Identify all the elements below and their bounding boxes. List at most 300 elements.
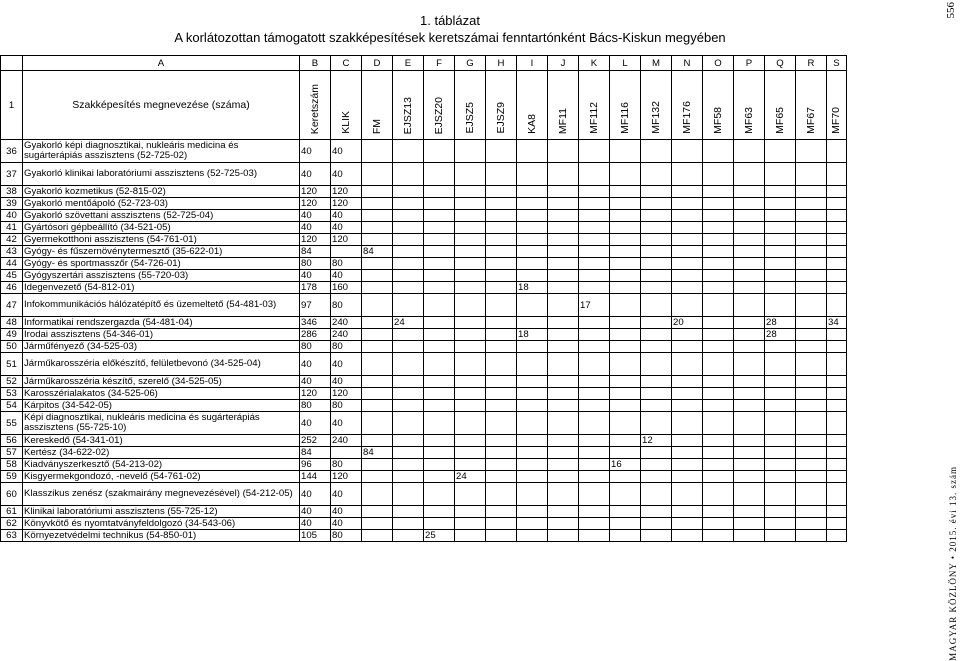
provider-quota-cell <box>517 400 548 412</box>
qualification-name: Infokommunikációs hálózatépítő és üzemeltető (54-481-03) <box>23 294 300 317</box>
provider-quota-cell <box>827 270 847 282</box>
provider-quota-cell <box>610 317 641 329</box>
quota-total-cell: 40 <box>300 518 331 530</box>
provider-quota-cell: 40 <box>331 210 362 222</box>
column-letter-row <box>1 56 847 71</box>
provider-quota-cell <box>672 234 703 246</box>
provider-quota-cell <box>393 258 424 270</box>
provider-quota-cell <box>455 163 486 186</box>
quota-total-cell: 252 <box>300 435 331 447</box>
provider-quota-cell <box>765 506 796 518</box>
provider-quota-cell <box>734 400 765 412</box>
provider-quota-cell <box>796 198 827 210</box>
provider-quota-cell <box>486 376 517 388</box>
provider-quota-cell <box>765 234 796 246</box>
table-row <box>1 447 847 459</box>
provider-quota-cell <box>765 210 796 222</box>
provider-quota-cell <box>641 222 672 234</box>
row-number: 59 <box>1 471 23 483</box>
provider-quota-cell <box>765 435 796 447</box>
provider-quota-cell <box>548 483 579 506</box>
qualification-name: Gyógy- és fűszernövénytermesztő (35-622-01) <box>23 246 300 258</box>
provider-quota-cell <box>424 459 455 471</box>
provider-quota-cell <box>641 246 672 258</box>
provider-quota-cell <box>393 186 424 198</box>
qualification-name: Gyermekotthoni asszisztens (54-761-01) <box>23 234 300 246</box>
provider-quota-cell <box>672 210 703 222</box>
column-header-label: EJSZ9 <box>494 102 507 134</box>
provider-quota-cell <box>827 530 847 542</box>
provider-quota-cell <box>455 294 486 317</box>
header-name: Szakképesítés megnevezése (száma) <box>23 71 300 140</box>
provider-quota-cell <box>610 234 641 246</box>
provider-quota-cell <box>455 341 486 353</box>
provider-quota-cell <box>734 198 765 210</box>
provider-quota-cell <box>672 459 703 471</box>
provider-quota-cell <box>672 163 703 186</box>
provider-quota-cell <box>641 270 672 282</box>
header-row-number: 1 <box>1 71 23 140</box>
provider-quota-cell <box>486 412 517 435</box>
provider-quota-cell <box>734 353 765 376</box>
provider-quota-cell: 25 <box>424 530 455 542</box>
provider-quota-cell <box>672 329 703 341</box>
provider-quota-cell <box>393 210 424 222</box>
provider-quota-cell <box>393 530 424 542</box>
provider-quota-cell <box>424 198 455 210</box>
provider-quota-cell <box>703 459 734 471</box>
quota-total-cell: 84 <box>300 447 331 459</box>
provider-quota-cell <box>517 317 548 329</box>
provider-quota-cell <box>765 530 796 542</box>
row-number: 41 <box>1 222 23 234</box>
column-header <box>486 71 517 140</box>
provider-quota-cell <box>796 317 827 329</box>
provider-quota-cell <box>610 222 641 234</box>
provider-quota-cell: 24 <box>455 471 486 483</box>
provider-quota-cell <box>734 294 765 317</box>
provider-quota-cell <box>827 222 847 234</box>
provider-quota-cell <box>672 353 703 376</box>
qualification-name: Gyakorló képi diagnosztikai, nukleáris medicina és sugárterápiás asszisztens (52-725-02) <box>23 140 300 163</box>
provider-quota-cell <box>393 246 424 258</box>
provider-quota-cell <box>827 198 847 210</box>
provider-quota-cell <box>424 447 455 459</box>
provider-quota-cell <box>393 140 424 163</box>
provider-quota-cell <box>517 140 548 163</box>
provider-quota-cell <box>362 258 393 270</box>
provider-quota-cell <box>393 353 424 376</box>
provider-quota-cell <box>610 282 641 294</box>
provider-quota-cell <box>517 210 548 222</box>
provider-quota-cell <box>486 518 517 530</box>
column-letter: J <box>548 56 579 71</box>
provider-quota-cell <box>424 163 455 186</box>
provider-quota-cell <box>486 210 517 222</box>
provider-quota-cell <box>362 459 393 471</box>
table-row <box>1 471 847 483</box>
provider-quota-cell <box>517 388 548 400</box>
provider-quota-cell <box>610 400 641 412</box>
provider-quota-cell: 84 <box>362 246 393 258</box>
provider-quota-cell <box>672 388 703 400</box>
provider-quota-cell <box>393 435 424 447</box>
provider-quota-cell <box>641 198 672 210</box>
provider-quota-cell <box>486 530 517 542</box>
provider-quota-cell <box>672 186 703 198</box>
column-header <box>765 71 796 140</box>
provider-quota-cell <box>641 210 672 222</box>
provider-quota-cell <box>424 140 455 163</box>
qualification-name: Járműkarosszéria előkészítő, felületbevonó (34-525-04) <box>23 353 300 376</box>
qualification-name: Kereskedő (54-341-01) <box>23 435 300 447</box>
provider-quota-cell <box>362 282 393 294</box>
provider-quota-cell <box>486 388 517 400</box>
provider-quota-cell <box>393 341 424 353</box>
table-number: 1. táblázat <box>420 13 480 28</box>
provider-quota-cell <box>641 376 672 388</box>
row-number: 42 <box>1 234 23 246</box>
provider-quota-cell <box>641 341 672 353</box>
table-row <box>1 530 847 542</box>
provider-quota-cell <box>827 353 847 376</box>
provider-quota-cell <box>827 246 847 258</box>
provider-quota-cell <box>703 506 734 518</box>
provider-quota-cell <box>672 246 703 258</box>
provider-quota-cell: 120 <box>331 388 362 400</box>
provider-quota-cell <box>765 471 796 483</box>
qualification-name: Könyvkötő és nyomtatványfeldolgozó (34-543-06) <box>23 518 300 530</box>
provider-quota-cell <box>703 246 734 258</box>
provider-quota-cell: 40 <box>331 506 362 518</box>
quota-total-cell: 40 <box>300 412 331 435</box>
provider-quota-cell <box>703 270 734 282</box>
column-header-label: FM <box>370 118 383 134</box>
provider-quota-cell <box>486 163 517 186</box>
qualification-name: Irodai asszisztens (54-346-01) <box>23 329 300 341</box>
column-header-label: MF65 <box>773 107 786 134</box>
column-header-label: MF132 <box>649 101 662 134</box>
provider-quota-cell <box>641 234 672 246</box>
provider-quota-cell <box>579 435 610 447</box>
provider-quota-cell <box>796 282 827 294</box>
provider-quota-cell <box>362 317 393 329</box>
provider-quota-cell <box>393 234 424 246</box>
provider-quota-cell <box>734 518 765 530</box>
provider-quota-cell <box>548 317 579 329</box>
provider-quota-cell <box>331 246 362 258</box>
provider-quota-cell <box>579 329 610 341</box>
provider-quota-cell <box>517 341 548 353</box>
provider-quota-cell <box>393 198 424 210</box>
provider-quota-cell: 20 <box>672 317 703 329</box>
provider-quota-cell <box>455 376 486 388</box>
provider-quota-cell <box>703 376 734 388</box>
provider-quota-cell <box>641 294 672 317</box>
provider-quota-cell <box>734 447 765 459</box>
provider-quota-cell <box>579 186 610 198</box>
provider-quota-cell <box>641 388 672 400</box>
provider-quota-cell <box>486 270 517 282</box>
column-header-label: MF70 <box>830 107 842 134</box>
provider-quota-cell <box>765 163 796 186</box>
header-row <box>1 71 847 140</box>
provider-quota-cell: 17 <box>579 294 610 317</box>
provider-quota-cell <box>517 246 548 258</box>
table-row <box>1 329 847 341</box>
column-header-label: MF58 <box>711 107 724 134</box>
provider-quota-cell <box>362 435 393 447</box>
provider-quota-cell <box>579 341 610 353</box>
provider-quota-cell <box>455 246 486 258</box>
column-header-label: EJSZ13 <box>401 96 414 134</box>
provider-quota-cell <box>517 412 548 435</box>
provider-quota-cell <box>796 459 827 471</box>
provider-quota-cell <box>331 447 362 459</box>
provider-quota-cell <box>703 258 734 270</box>
provider-quota-cell <box>827 234 847 246</box>
column-letter: M <box>641 56 672 71</box>
provider-quota-cell: 40 <box>331 353 362 376</box>
provider-quota-cell <box>672 341 703 353</box>
provider-quota-cell <box>796 435 827 447</box>
column-header <box>579 71 610 140</box>
quota-total-cell: 40 <box>300 376 331 388</box>
provider-quota-cell <box>455 317 486 329</box>
provider-quota-cell: 18 <box>517 282 548 294</box>
provider-quota-cell <box>579 282 610 294</box>
column-letter: A <box>23 56 300 71</box>
provider-quota-cell <box>765 341 796 353</box>
provider-quota-cell <box>424 282 455 294</box>
provider-quota-cell <box>703 317 734 329</box>
provider-quota-cell <box>734 140 765 163</box>
provider-quota-cell <box>424 186 455 198</box>
provider-quota-cell <box>579 140 610 163</box>
provider-quota-cell <box>703 518 734 530</box>
column-header-label: MF176 <box>680 101 693 134</box>
provider-quota-cell <box>362 140 393 163</box>
column-letter: E <box>393 56 424 71</box>
provider-quota-cell <box>548 376 579 388</box>
provider-quota-cell <box>610 447 641 459</box>
provider-quota-cell <box>579 163 610 186</box>
provider-quota-cell <box>703 329 734 341</box>
provider-quota-cell <box>703 210 734 222</box>
corner-cell <box>1 56 23 71</box>
table-row <box>1 376 847 388</box>
provider-quota-cell <box>765 258 796 270</box>
provider-quota-cell <box>672 506 703 518</box>
provider-quota-cell <box>703 140 734 163</box>
provider-quota-cell <box>734 435 765 447</box>
provider-quota-cell <box>486 506 517 518</box>
provider-quota-cell <box>424 222 455 234</box>
provider-quota-cell <box>579 447 610 459</box>
quota-total-cell: 80 <box>300 258 331 270</box>
quota-total-cell: 40 <box>300 353 331 376</box>
provider-quota-cell <box>703 530 734 542</box>
provider-quota-cell <box>734 459 765 471</box>
provider-quota-cell <box>455 412 486 435</box>
provider-quota-cell <box>796 341 827 353</box>
quota-total-cell: 40 <box>300 210 331 222</box>
column-letter: H <box>486 56 517 71</box>
provider-quota-cell <box>362 186 393 198</box>
provider-quota-cell <box>796 388 827 400</box>
provider-quota-cell <box>424 329 455 341</box>
provider-quota-cell <box>734 234 765 246</box>
provider-quota-cell <box>362 294 393 317</box>
provider-quota-cell <box>796 222 827 234</box>
provider-quota-cell <box>641 483 672 506</box>
qualification-name: Kertész (34-622-02) <box>23 447 300 459</box>
provider-quota-cell <box>548 459 579 471</box>
provider-quota-cell <box>641 317 672 329</box>
quota-table <box>0 55 847 542</box>
provider-quota-cell <box>610 258 641 270</box>
provider-quota-cell: 28 <box>765 329 796 341</box>
provider-quota-cell <box>641 506 672 518</box>
qualification-name: Gyártósori gépbeállító (34-521-05) <box>23 222 300 234</box>
provider-quota-cell: 40 <box>331 163 362 186</box>
provider-quota-cell <box>455 210 486 222</box>
provider-quota-cell <box>393 270 424 282</box>
page-number: 556 <box>945 2 957 19</box>
provider-quota-cell: 80 <box>331 530 362 542</box>
provider-quota-cell <box>517 258 548 270</box>
table-row <box>1 246 847 258</box>
provider-quota-cell <box>765 412 796 435</box>
provider-quota-cell <box>610 270 641 282</box>
provider-quota-cell <box>486 483 517 506</box>
provider-quota-cell <box>362 270 393 282</box>
provider-quota-cell <box>455 518 486 530</box>
provider-quota-cell <box>827 471 847 483</box>
provider-quota-cell <box>424 341 455 353</box>
provider-quota-cell <box>672 435 703 447</box>
provider-quota-cell <box>827 341 847 353</box>
qualification-name: Gyakorló mentőápoló (52-723-03) <box>23 198 300 210</box>
provider-quota-cell <box>424 471 455 483</box>
row-number: 51 <box>1 353 23 376</box>
provider-quota-cell <box>765 282 796 294</box>
row-number: 52 <box>1 376 23 388</box>
provider-quota-cell <box>455 388 486 400</box>
column-letter: R <box>796 56 827 71</box>
quota-total-cell: 286 <box>300 329 331 341</box>
provider-quota-cell <box>703 435 734 447</box>
provider-quota-cell <box>796 483 827 506</box>
provider-quota-cell <box>548 222 579 234</box>
provider-quota-cell <box>362 222 393 234</box>
provider-quota-cell <box>579 198 610 210</box>
column-letter: D <box>362 56 393 71</box>
provider-quota-cell <box>703 163 734 186</box>
column-letter: C <box>331 56 362 71</box>
provider-quota-cell <box>641 186 672 198</box>
column-header <box>672 71 703 140</box>
provider-quota-cell <box>641 518 672 530</box>
provider-quota-cell <box>517 163 548 186</box>
provider-quota-cell <box>393 412 424 435</box>
provider-quota-cell <box>455 435 486 447</box>
provider-quota-cell <box>517 376 548 388</box>
provider-quota-cell <box>796 376 827 388</box>
provider-quota-cell <box>455 282 486 294</box>
provider-quota-cell <box>424 435 455 447</box>
provider-quota-cell <box>455 198 486 210</box>
qualification-name: Környezetvédelmi technikus (54-850-01) <box>23 530 300 542</box>
column-letter: O <box>703 56 734 71</box>
provider-quota-cell <box>765 388 796 400</box>
provider-quota-cell <box>362 506 393 518</box>
provider-quota-cell <box>796 186 827 198</box>
provider-quota-cell <box>827 483 847 506</box>
provider-quota-cell <box>548 341 579 353</box>
provider-quota-cell <box>765 198 796 210</box>
provider-quota-cell: 120 <box>331 471 362 483</box>
provider-quota-cell <box>579 270 610 282</box>
row-number: 45 <box>1 270 23 282</box>
provider-quota-cell <box>362 471 393 483</box>
provider-quota-cell <box>424 270 455 282</box>
quota-total-cell: 80 <box>300 341 331 353</box>
provider-quota-cell <box>610 186 641 198</box>
provider-quota-cell <box>517 234 548 246</box>
provider-quota-cell <box>517 198 548 210</box>
provider-quota-cell <box>579 222 610 234</box>
provider-quota-cell <box>734 341 765 353</box>
table-row <box>1 412 847 435</box>
provider-quota-cell <box>362 483 393 506</box>
provider-quota-cell: 34 <box>827 317 847 329</box>
provider-quota-cell <box>424 412 455 435</box>
provider-quota-cell <box>393 483 424 506</box>
qualification-name: Klinikai laboratóriumi asszisztens (55-725-12) <box>23 506 300 518</box>
provider-quota-cell <box>548 518 579 530</box>
provider-quota-cell <box>393 282 424 294</box>
column-letter: I <box>517 56 548 71</box>
provider-quota-cell <box>610 530 641 542</box>
provider-quota-cell <box>641 353 672 376</box>
provider-quota-cell <box>827 447 847 459</box>
provider-quota-cell <box>734 222 765 234</box>
provider-quota-cell <box>486 222 517 234</box>
row-number: 62 <box>1 518 23 530</box>
provider-quota-cell <box>362 198 393 210</box>
provider-quota-cell <box>548 471 579 483</box>
provider-quota-cell <box>393 222 424 234</box>
provider-quota-cell: 80 <box>331 294 362 317</box>
provider-quota-cell <box>486 353 517 376</box>
provider-quota-cell <box>517 459 548 471</box>
provider-quota-cell: 240 <box>331 435 362 447</box>
provider-quota-cell: 120 <box>331 234 362 246</box>
quota-total-cell: 178 <box>300 282 331 294</box>
provider-quota-cell <box>548 353 579 376</box>
provider-quota-cell <box>579 210 610 222</box>
column-header-label: MF112 <box>587 102 600 134</box>
table-row <box>1 222 847 234</box>
provider-quota-cell <box>734 246 765 258</box>
provider-quota-cell <box>393 329 424 341</box>
provider-quota-cell <box>703 483 734 506</box>
provider-quota-cell <box>610 388 641 400</box>
provider-quota-cell <box>672 447 703 459</box>
provider-quota-cell <box>734 282 765 294</box>
provider-quota-cell <box>548 412 579 435</box>
